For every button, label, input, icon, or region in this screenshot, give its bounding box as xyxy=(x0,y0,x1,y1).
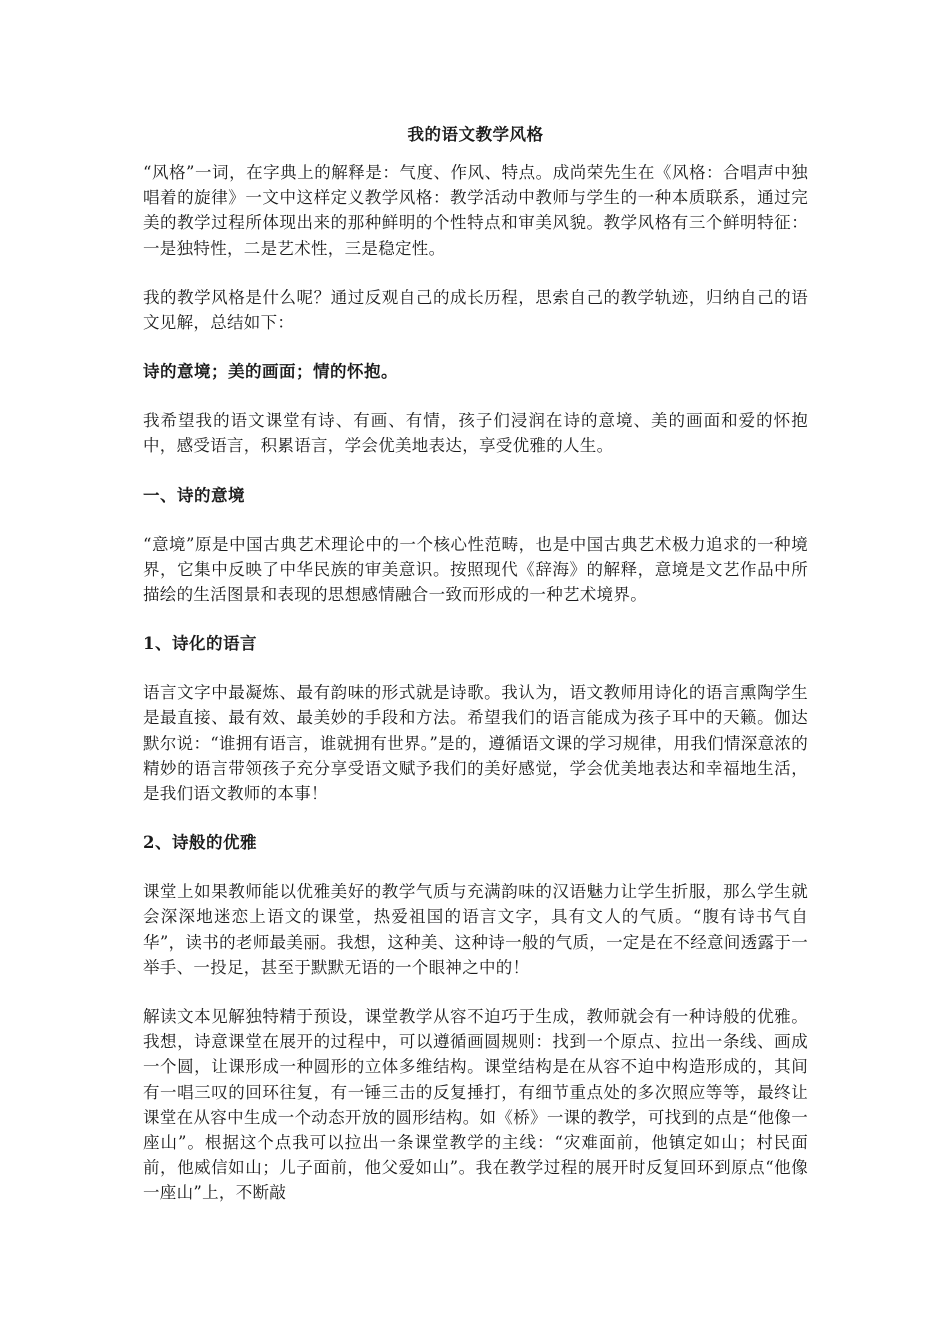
paragraph-my-style-question: 我的教学风格是什么呢？通过反观自己的成长历程，思索自己的教学轨迹，归纳自己的语文见解，总结如下： xyxy=(143,287,808,333)
heading-subsection-2: 2、诗般的优雅 xyxy=(143,833,257,853)
paragraph-poetic-language: 语言文字中最凝炼、最有韵味的形式就是诗歌。我认为，语文教师用诗化的语言熏陶学生是最直接、最有效、最美妙的手段和方法。希望我们的语言能成为孩子耳中的天籁。伽达默尔说：“谁拥有语言，谁就拥有世界。”是的，遵循语文课的学习规律，用我们情深意浓的精妙的语言带领孩子充分享受语文赋予我们的美好感觉，学会优美地表达和幸福地生活，是我们语文教师的本事！ xyxy=(143,683,808,804)
paragraph-elegance-1: 课堂上如果教师能以优雅美好的教学气质与充满韵味的汉语魅力让学生折服，那么学生就会深深地迷恋上语文的课堂，热爱祖国的语言文字，具有文人的气质。“腹有诗书气自华”，读书的老师最美丽。我想，这种美、这种诗一般的气质，一定是在不经意间透露于一举手、一投足，甚至于默默无语的一个眼神之中的！ xyxy=(143,882,808,977)
heading-style-summary: 诗的意境；美的画面；情的怀抱。 xyxy=(143,362,398,382)
paragraph-elegance-2: 解读文本见解独特精于预设，课堂教学从容不迫巧于生成，教师就会有一种诗般的优雅。我想，诗意课堂在展开的过程中，可以遵循画圆规则：找到一个原点、拉出一条线、画成一个圆，让课形成一种圆形的立体多维结构。课堂结构是在从容不迫中构造形成的，其间有一唱三叹的回环往复，有一锤三击的反复捶打，有细节重点处的多次照应等等，最终让课堂在从容中生成一个动态开放的圆形结构。如《桥》一课的教学，可找到的点是“他像一座山”。根据这个点我可以拉出一条课堂教学的主线：“灾难面前，他镇定如山；村民面前，他威信如山；儿子面前，他父爱如山”。我在教学过程的展开时反复回环到原点“他像一座山”上，不断敲 xyxy=(143,1007,808,1203)
paragraph-yijing-definition: “意境”原是中国古典艺术理论中的一个核心性范畴，也是中国古典艺术极力追求的一种境界，它集中反映了中华民族的审美意识。按照现代《辞海》的解释，意境是文艺作品中所描绘的生活图景和表现的思想感情融合一致而形成的一种艺术境界。 xyxy=(143,534,808,605)
document-title: 我的语文教学风格 xyxy=(407,125,544,144)
heading-section-1: 一、诗的意境 xyxy=(143,485,245,505)
paragraph-classroom-hope: 我希望我的语文课堂有诗、有画、有情，孩子们浸润在诗的意境、美的画面和爱的怀抱中，感受语言，积累语言，学会优美地表达，享受优雅的人生。 xyxy=(143,411,808,456)
document-page xyxy=(143,122,808,1230)
heading-subsection-1: 1、诗化的语言 xyxy=(143,634,257,654)
paragraph-style-definition: “风格”一词，在字典上的解释是：气度、作风、特点。成尚荣先生在《风格：合唱声中独唱着的旋律》一文中这样定义教学风格：教学活动中教师与学生的一种本质联系，通过完美的教学过程所体现出来的那种鲜明的个性特点和审美风貌。教学风格有三个鲜明特征：一是独特性，二是艺术性，三是稳定性。 xyxy=(143,163,808,258)
